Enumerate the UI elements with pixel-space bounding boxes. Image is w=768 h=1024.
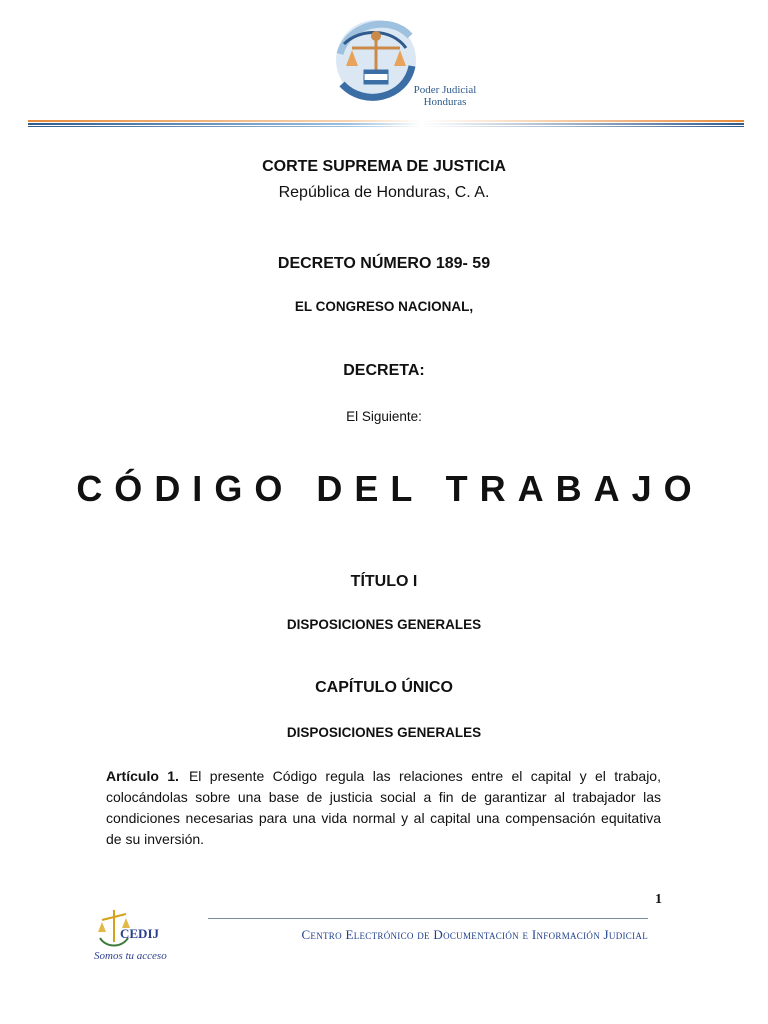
court-title: CORTE SUPREMA DE JUSTICIA [262, 158, 506, 175]
cedij-slogan: Somos tu acceso [94, 950, 167, 962]
decreta-heading: DECRETA: [343, 362, 425, 379]
court-subtitle: República de Honduras, C. A. [278, 184, 490, 201]
general-provisions-heading: DISPOSICIONES GENERALES [286, 617, 482, 632]
logo-text-line1: Poder Judicial [413, 84, 477, 96]
cedij-name: CEDIJ [120, 926, 160, 941]
code-title: CÓDIGO DEL TRABAJO [76, 468, 704, 509]
footer-divider [208, 918, 648, 919]
poder-judicial-logo [330, 14, 490, 114]
logo-text-line2: Honduras [423, 96, 467, 108]
page-number: 1 [655, 892, 662, 907]
congress-heading: EL CONGRESO NACIONAL, [294, 299, 474, 314]
footer-center-name: Centro Electrónico de Documentación e Información Judicial [301, 927, 648, 942]
chapter-provisions-heading: DISPOSICIONES GENERALES [286, 725, 482, 740]
chapter-heading: CAPÍTULO ÚNICO [315, 679, 453, 696]
article-label: Artículo 1. [106, 768, 179, 784]
article-1-paragraph [106, 766, 661, 850]
siguiente-text: El Siguiente: [346, 409, 422, 424]
decree-number: DECRETO NÚMERO 189- 59 [277, 255, 491, 272]
article-text: El presente Código regula las relaciones entre el capital y el trabajo, colocándolas sobre una base de justicia social a fin de garantizar al trabajador las condiciones necesarias para una vida normal y al capital una compensación equitativa de su inversión. [106, 768, 661, 847]
header-divider [28, 115, 744, 123]
title-heading: TÍTULO I [350, 573, 418, 590]
